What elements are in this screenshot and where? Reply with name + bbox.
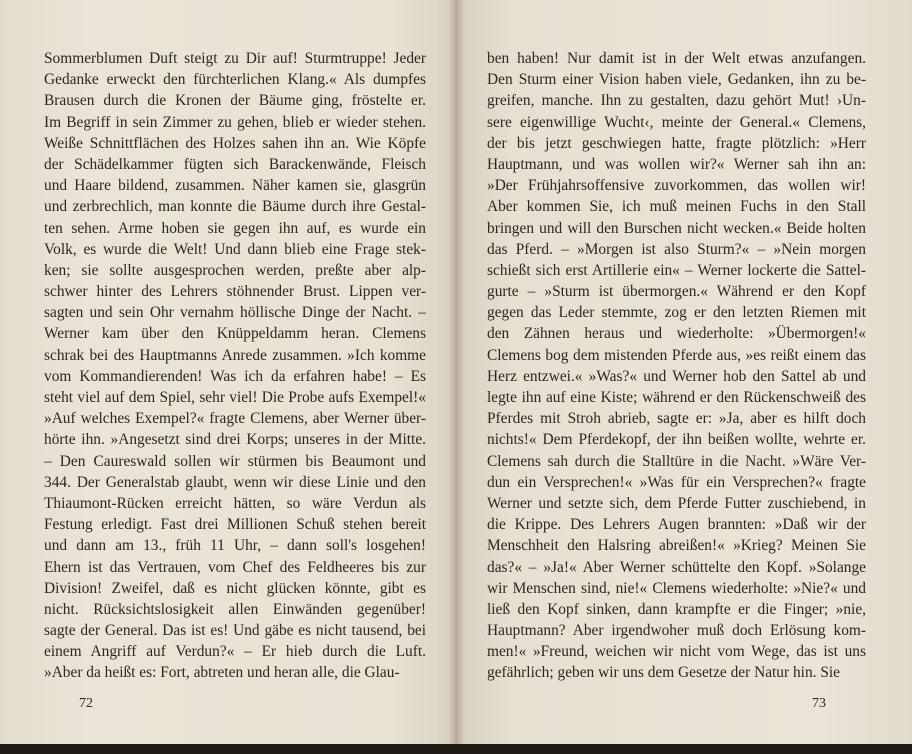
text-line: Menschheit den Halsring abreißen!« »Krieg? Meinen Sie — [487, 537, 866, 555]
text-line: einem Angriff auf Verdun?« – Er hieb durch die Luft. — [44, 643, 426, 661]
text-line: Im Begriff in sein Zimmer zu gehen, blieb er wieder stehen. — [44, 113, 426, 131]
text-line: und Haare bildend, zusammen. Näher kamen sie, glasgrün — [44, 177, 426, 195]
text-line: wir Menschen sind, nie!« Clemens wiederholte: »Nie?« und — [487, 579, 866, 597]
text-line: Thiaumont-Rücken erreicht hätten, so wäre Verdun als — [44, 494, 426, 512]
text-line: Hauptmann? Aber irgendwoher muß doch Erlösung kom- — [487, 622, 866, 640]
text-line: 344. Der Generalstab glaubt, wenn wir diese Linie und den — [44, 473, 426, 491]
text-line: Herz entzwei.« »Was?« und Werner hob den Sattel ab und — [487, 367, 866, 385]
text-line: Pferdes mit Stroh abrieb, sagte er: »Ja, aber es hilft doch — [487, 410, 866, 428]
text-line: Volk, es wurde die Welt! Und dann blieb eine Frage stek- — [44, 240, 426, 258]
text-line: und dann am 13., früh 11 Uhr, – dann soll's losgehen! — [44, 537, 426, 555]
text-line: sagten und sein Ohr vernahm höllische Dinge der Nacht. – — [44, 304, 426, 322]
text-line: den Zähnen heraus und wiederholte: »Übermorgen!« — [487, 325, 866, 343]
text-line: schwer hinter des Lehrers stöhnender Brust. Lippen ver- — [44, 283, 426, 301]
text-line: Den Sturm einer Vision haben viele, Gedanken, ihn zu be- — [487, 71, 866, 89]
text-line: schießt sich erst Artillerie ein« – Werner lockerte die Sattel- — [487, 261, 866, 279]
text-line: Ehern ist das Vertrauen, vom Chef des Feldheeres bis zur — [44, 558, 426, 576]
text-line: »Aber da heißt es: Fort, abtreten und heran alle, die Glau- — [44, 664, 400, 682]
text-line: Aber kommen Sie, ich muß meinen Fuchs in den Stall — [487, 198, 866, 216]
book-gutter — [448, 0, 464, 748]
text-line: das Pferd. – »Morgen ist also Sturm?« – »Nein morgen — [487, 240, 866, 258]
text-line: sere eigenwillige Wucht‹, meinte der General.« Clemens, — [487, 113, 866, 131]
text-line: steht viel auf dem Spiel, sehr viel! Die Probe aufs Exempel!« — [44, 389, 426, 406]
text-line: Division! Zweifel, daß es nicht glücken könnte, gibt es — [44, 579, 426, 597]
text-line: Hauptmann, und was wollen wir?« Werner sah ihn an: — [487, 155, 866, 173]
text-line: »Auf welches Exempel?« fragte Clemens, aber Werner über- — [44, 410, 426, 428]
text-line: Sommerblumen Duft steigt zu Dir auf! Sturmtruppe! Jeder — [44, 50, 426, 67]
text-line: Clemens bog dem mistenden Pferde aus, »es reißt einem das — [487, 346, 866, 364]
text-line: ben haben! Nur damit ist in der Welt etwas anzufangen. — [487, 50, 866, 67]
text-line: Brausen durch die Kronen der Bäume ging, fröstelte er. — [44, 92, 426, 110]
text-line: Festung erledigt. Fast drei Millionen Schuß stehen bereit — [44, 516, 426, 534]
right-page-number: 73 — [812, 696, 826, 711]
text-line: ten sehen. Arme hoben sie gegen ihn auf, es wurde ein — [44, 219, 426, 237]
text-line: Weiße Schnittflächen des Holzes sahen ihn an. Wie Köpfe — [44, 134, 426, 152]
text-line: gefährlich; geben wir uns dem Gesetze der Natur hin. Sie — [487, 664, 841, 682]
left-page — [0, 0, 456, 748]
text-line: sagte der General. Das ist es! Und gäbe es nicht tausend, bei — [44, 622, 426, 640]
text-line: gegen das Leder stemmte, zog er den letzten Riemen mit — [487, 304, 866, 322]
text-line: bringen und will den Burschen nicht wecken.« Beide holten — [487, 219, 866, 237]
right-page-text — [487, 48, 866, 684]
scan-bottom-edge — [0, 744, 912, 754]
left-page-text — [44, 48, 426, 684]
text-line: hörte ihn. »Angesetzt sind drei Korps; unseres in der Mitte. — [44, 431, 426, 449]
text-line: vom Kommandierenden! Was ich da erfahren habe! – Es — [44, 367, 426, 385]
text-line: das?« – »Ja!« Aber Werner schüttelte den Kopf. »Solange — [487, 558, 866, 576]
text-line: Werner kam über den Knüppeldamm heran. Clemens — [44, 325, 426, 343]
text-line: nichts!« Dem Pferdekopf, der ihn beißen wollte, wehrte er. — [487, 431, 866, 449]
text-line: ließ den Kopf sinken, dann krampfte er die Finger; »nie, — [487, 600, 866, 618]
text-line: »Der Frühjahrsoffensive zuvorkommen, das wollen wir! — [487, 177, 866, 195]
text-line: dun ein Versprechen!« »Was für ein Versprechen?« fragte — [487, 473, 866, 491]
text-line: Clemens sah durch die Stalltüre in die Nacht. »Wäre Ver- — [487, 452, 866, 470]
text-line: nicht. Rücksichtslosigkeit allen Einwänden gegenüber! — [44, 600, 426, 618]
text-line: Gedanke erweckt den fürchterlichen Klang.« Als dumpfes — [44, 71, 426, 89]
text-line: ken; sie sollte ausgesprochen werden, preßte aber alp- — [44, 261, 426, 279]
text-line: greifen, manche. Ihn zu gestalten, dazu gehört Mut! ›Un- — [487, 92, 866, 110]
text-line: und zerbrechlich, man konnte die Bäume durch ihre Gestal- — [44, 198, 426, 216]
text-line: – Den Caureswald sollen wir stürmen bis Beaumont und — [44, 452, 426, 470]
text-line: Werner und setzte sich, dem Pferde Futter zuschiebend, in — [487, 494, 866, 512]
text-line: legte ihn auf eine Kiste; während er den Rückenschweiß des — [487, 389, 866, 406]
text-line: die Krippe. Des Lehrers Augen brannten: »Daß wir der — [487, 516, 866, 534]
text-line: der bis jetzt geschwiegen hatte, fragte plötzlich: »Herr — [487, 134, 866, 152]
text-line: schrak bei des Hauptmanns Anrede zusammen. »Ich komme — [44, 346, 426, 364]
right-page — [456, 0, 912, 748]
text-line: gurte – »Sturm ist übermorgen.« Während er den Kopf — [487, 283, 866, 301]
text-line: der Schädelkammer fügten sich Barackenwände, Fleisch — [44, 155, 426, 173]
text-line: men!« »Freund, weichen wir nicht vom Wege, das ist uns — [487, 643, 866, 661]
left-page-number: 72 — [79, 696, 93, 711]
